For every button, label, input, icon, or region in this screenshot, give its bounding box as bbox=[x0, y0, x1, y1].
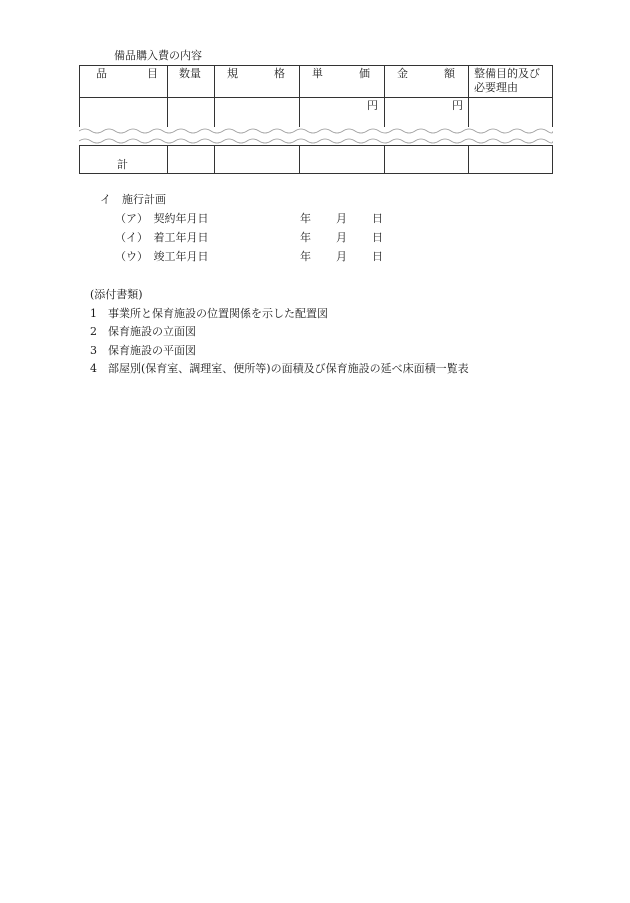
table-col-line bbox=[468, 145, 469, 173]
header-amount-char1: 金 bbox=[397, 67, 408, 80]
plan-month: 月 bbox=[336, 231, 347, 244]
table-col-line bbox=[79, 65, 80, 127]
header-spec-char1: 規 bbox=[227, 67, 238, 80]
header-quantity: 数量 bbox=[179, 67, 201, 80]
table-col-line bbox=[552, 145, 553, 173]
attachment-item-num: 1 bbox=[90, 307, 97, 320]
table-col-line bbox=[384, 65, 385, 127]
plan-row bbox=[115, 212, 209, 226]
table-col-line bbox=[299, 65, 300, 127]
plan-row bbox=[115, 231, 209, 245]
table-border-top bbox=[79, 65, 553, 66]
plan-month: 月 bbox=[336, 212, 347, 225]
plan-day: 日 bbox=[372, 212, 383, 225]
table-border-bottom bbox=[79, 173, 553, 174]
table-break-line-bottom bbox=[79, 135, 553, 147]
total-label: 計 bbox=[117, 158, 128, 171]
attachment-item-num: 4 bbox=[90, 362, 97, 375]
attachment-item-num: 3 bbox=[90, 344, 97, 357]
attachment-item-text: 保育施設の平面図 bbox=[108, 344, 196, 357]
plan-month: 月 bbox=[336, 250, 347, 263]
header-purpose-line2: 必要理由 bbox=[474, 81, 518, 94]
header-purpose-line1: 整備目的及び bbox=[474, 67, 540, 80]
table-col-line bbox=[167, 65, 168, 127]
plan-year: 年 bbox=[300, 250, 311, 263]
header-item-char1: 品 bbox=[96, 67, 107, 80]
plan-title: イ 施行計画 bbox=[100, 193, 166, 206]
attachments-title: (添付書類) bbox=[90, 288, 143, 301]
header-amount-char2: 額 bbox=[444, 67, 455, 80]
header-spec-char2: 格 bbox=[274, 67, 285, 80]
table-col-line bbox=[299, 145, 300, 173]
header-price-char2: 価 bbox=[359, 67, 370, 80]
header-price-char1: 単 bbox=[312, 67, 323, 80]
table-header-divider bbox=[79, 97, 553, 98]
table-col-line bbox=[214, 145, 215, 173]
attachment-item-num: 2 bbox=[90, 325, 97, 338]
attachment-item-text: 保育施設の立面図 bbox=[108, 325, 196, 338]
table-col-line bbox=[552, 65, 553, 127]
table-col-line bbox=[384, 145, 385, 173]
unit-price-yen: 円 bbox=[367, 99, 378, 112]
table-col-line bbox=[468, 65, 469, 127]
plan-row bbox=[115, 250, 209, 264]
table-col-line bbox=[79, 145, 80, 173]
plan-day: 日 bbox=[372, 231, 383, 244]
plan-year: 年 bbox=[300, 231, 311, 244]
plan-row-label: （ウ） 竣工年月日 bbox=[115, 250, 209, 263]
header-item-char2: 目 bbox=[147, 67, 158, 80]
plan-row-label: （イ） 着工年月日 bbox=[115, 231, 209, 244]
table-col-line bbox=[214, 65, 215, 127]
plan-row-label: （ア） 契約年月日 bbox=[115, 212, 209, 225]
plan-year: 年 bbox=[300, 212, 311, 225]
attachment-item-text: 部屋別(保育室、調理室、便所等)の面積及び保育施設の延べ床面積一覧表 bbox=[108, 362, 469, 375]
equipment-title: 備品購入費の内容 bbox=[114, 49, 202, 62]
plan-day: 日 bbox=[372, 250, 383, 263]
attachment-item-text: 事業所と保育施設の位置関係を示した配置図 bbox=[108, 307, 328, 320]
amount-yen: 円 bbox=[452, 99, 463, 112]
table-col-line bbox=[167, 145, 168, 173]
